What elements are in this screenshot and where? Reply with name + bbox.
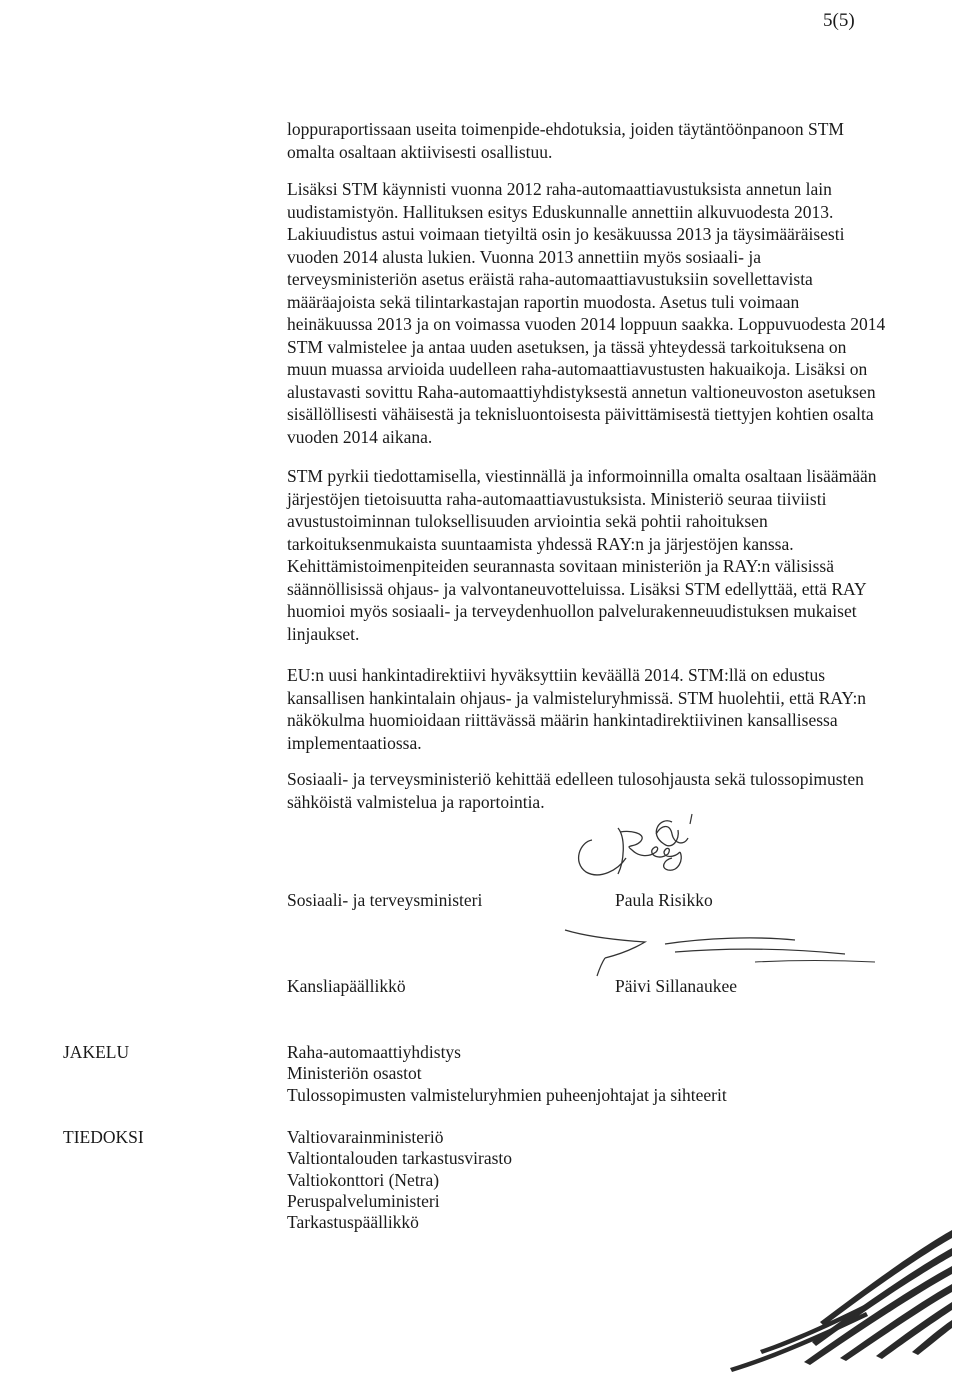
paragraph-1 [287, 118, 887, 163]
minister-name: Paula Risikko [615, 890, 713, 910]
jakelu-label: JAKELU [63, 1042, 130, 1062]
paragraph-text: Sosiaali- ja terveysministeriö kehittää edelleen tulosohjausta sekä tulossopimusten sähköistä valmistelua ja raportointia. [287, 769, 864, 812]
paragraph-4 [287, 664, 887, 754]
paragraph-text: STM pyrkii tiedottamisella, viestinnällä ja informoinnilla omalta osaltaan lisäämään järjestöjen tietoisuutta raha-automaattiavustuksista. Ministeriö seuraa tiiviisti avustustoiminnan tuloksellisuuden arviointia sekä pohtii rahoituksen tarkoituksenmukaista suuntaamista yhdessä RAY:n ja järjestöjen kanssa. Kehittämistoimenpiteiden seurannasta sovitaan ministeriön ja RAY:n välisissä säännöllisissä ohjaus- ja valvontaneuvotteluissa. Lisäksi STM edellyttää, että RAY huomioi myös sosiaali- ja terveydenhuollon palvelurakenneuudistuksen mukaiset linjaukset. [287, 466, 877, 644]
tiedoksi-list [287, 1127, 512, 1233]
page-number: 5(5) [823, 10, 855, 31]
list-item: Tarkastuspäällikkö [287, 1212, 419, 1233]
chancellor-signature [555, 922, 895, 977]
list-item: Ministeriön osastot [287, 1063, 422, 1084]
list-item: Peruspalveluministeri [287, 1190, 440, 1211]
list-item: Valtiontalouden tarkastusvirasto [287, 1148, 513, 1169]
minister-signature [560, 800, 700, 890]
jakelu-list [287, 1042, 727, 1106]
ministry-logo-icon [720, 1222, 955, 1372]
list-item: Valtiovarainministeriö [287, 1127, 444, 1147]
paragraph-3 [287, 465, 887, 645]
paragraph-text: EU:n uusi hankintadirektiivi hyväksyttiin keväällä 2014. STM:llä on edustus kansallisen hankintalain ohjaus- ja valmisteluryhmissä. STM huolehtii, että RAY:n näkökulma huomioidaan riittävässä määrin hankintadirektiivinen kansallisessa implementaatiossa. [287, 665, 867, 753]
chancellor-name: Päivi Sillanaukee [615, 976, 737, 996]
paragraph-text: Lisäksi STM käynnisti vuonna 2012 raha-automaattiavustuksista annetun lain uudistamistyön. Hallituksen esitys Eduskunnalle annettiin alkuvuodesta 2013. Lakiuudistus astui voimaan tietyiltä osin jo kesäkuussa 2013 ja täysimääräisesti vuoden 2014 alusta lukien. Vuonna 2013 annettiin myös sosiaali- ja terveysministeriön asetus eräistä raha-automaattiavustuksiin sovellettavista määräajoista sekä tilintarkastajan raportin muodosta. Asetus tuli voimaan heinäkuussa 2013 ja on voimassa vuoden 2014 loppuun saakka. Loppuvuodesta 2014 STM valmistelee ja antaa uuden asetuksen, ja tässä yhteydessä tarkoituksena on muun muassa arvioida uudelleen raha-automaattiavustusten hakuaikoja. Lisäksi on alustavasti sovittu Raha-automaattiyhdistyksestä annetun valtioneuvoston asetuksen sisällöllisesti vähäisestä ja teknisluontoisesta päivittämisestä tiettyjen kohtien osalta vuoden 2014 aikana. [287, 179, 886, 447]
minister-title: Sosiaali- ja terveysministeri [287, 890, 483, 910]
chancellor-title: Kansliapäällikkö [287, 976, 406, 996]
list-item: Tulossopimusten valmisteluryhmien puheenjohtajat ja sihteerit [287, 1084, 727, 1105]
paragraph-text: loppuraportissaan useita toimenpide-ehdotuksia, joiden täytäntöönpanoon STM omalta osaltaan aktiivisesti osallistuu. [287, 119, 844, 162]
list-item: Valtiokonttori (Netra) [287, 1169, 440, 1190]
paragraph-2 [287, 178, 887, 448]
tiedoksi-label: TIEDOKSI [63, 1127, 144, 1147]
list-item: Raha-automaattiyhdistys [287, 1042, 461, 1062]
